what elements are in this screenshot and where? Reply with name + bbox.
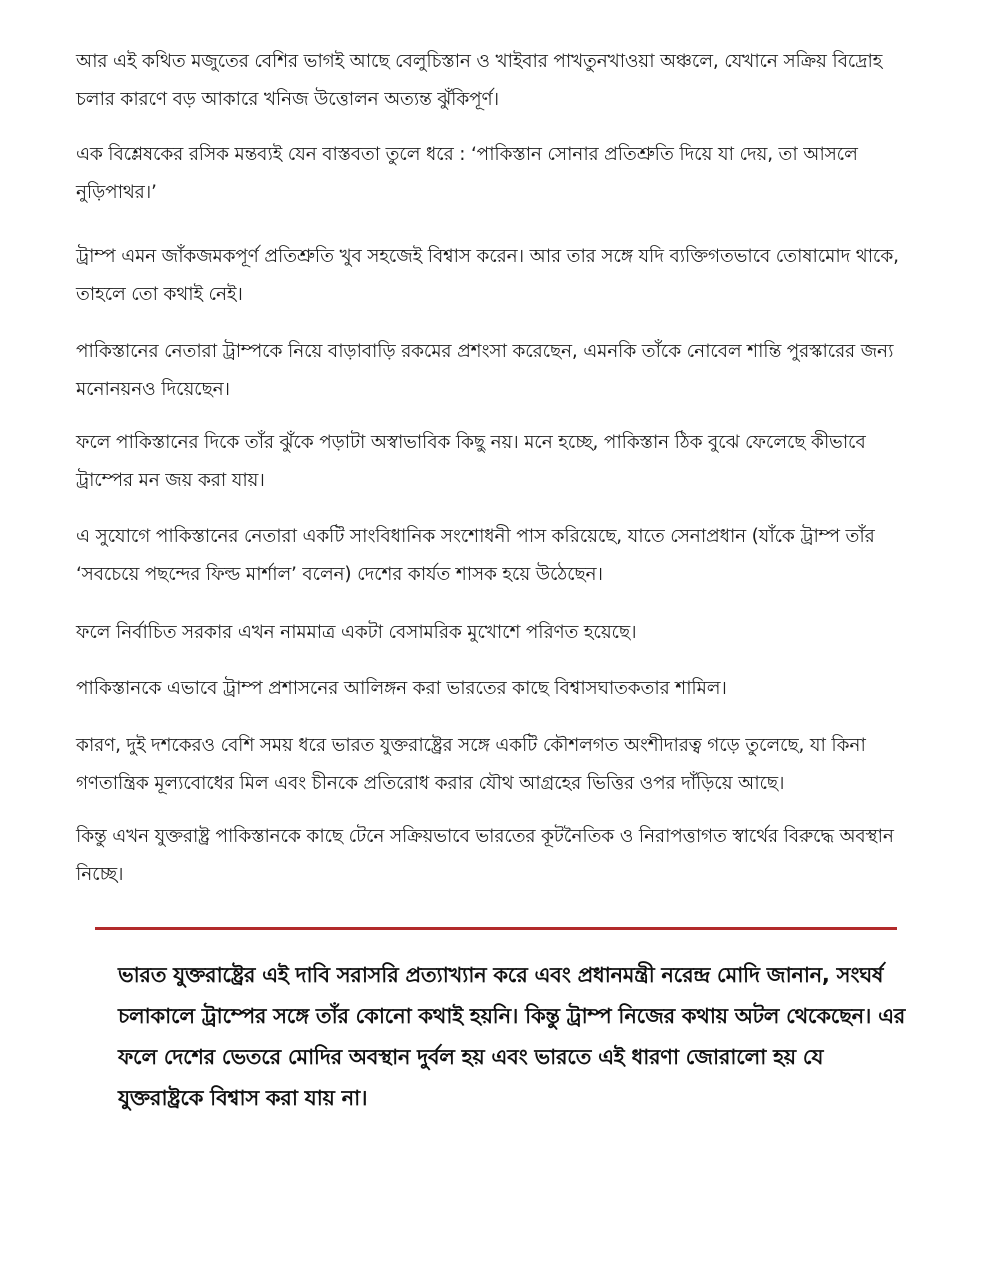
pullquote-divider bbox=[95, 927, 897, 930]
article-paragraph: ফলে নির্বাচিত সরকার এখন নামমাত্র একটা বেসামরিক মুখোশে পরিণত হয়েছে। bbox=[76, 622, 637, 643]
pullquote: ভারত যুক্তরাষ্ট্রের এই দাবি সরাসরি প্রত্যাখ্যান করে এবং প্রধানমন্ত্রী নরেন্দ্র মোদি জানান, সংঘর্ষ চলাকালে ট্রাম্পের সঙ্গে তাঁর কোনো কথাই হয়নি। কিন্তু ট্রাম্প নিজের কথায় অটল থেকেছেন। এর ফলে দেশের ভেতরে মোদির অবস্থান দুর্বল হয় এবং ভারতে এই ধারণা জোরালো হয় যে যুক্তরাষ্ট্রকে বিশ্বাস করা যায় না। bbox=[118, 963, 906, 1110]
article-paragraph: ট্রাম্প এমন জাঁকজমকপূর্ণ প্রতিশ্রুতি খুব সহজেই বিশ্বাস করেন। আর তার সঙ্গে যদি ব্যক্তিগতভাবে তোষামোদ থাকে, তাহলে তো কথাই নেই। bbox=[76, 246, 899, 305]
article-paragraph: পাকিস্তানের নেতারা ট্রাম্পকে নিয়ে বাড়াবাড়ি রকমের প্রশংসা করেছেন, এমনকি তাঁকে নোবেল শান্তি পুরস্কারের জন্য মনোনয়নও দিয়েছেন। bbox=[76, 341, 894, 400]
article-paragraph: কারণ, দুই দশকেরও বেশি সময় ধরে ভারত যুক্তরাষ্ট্রের সঙ্গে একটি কৌশলগত অংশীদারত্ব গড়ে তুলেছে, যা কিনা গণতান্ত্রিক মূল্যবোধের মিল এবং চীনকে প্রতিরোধ করার যৌথ আগ্রহের ভিত্তির ওপর দাঁড়িয়ে আছে। bbox=[76, 735, 866, 794]
article-paragraph: এ সুযোগে পাকিস্তানের নেতারা একটি সাংবিধানিক সংশোধনী পাস করিয়েছে, যাতে সেনাপ্রধান (যাঁকে ট্রাম্প তাঁর ‘সবচেয়ে পছন্দের ফিল্ড মার্শাল’ বলেন) দেশের কার্যত শাসক হয়ে উঠেছেন। bbox=[76, 526, 875, 585]
article-paragraph: কিন্তু এখন যুক্তরাষ্ট্র পাকিস্তানকে কাছে টেনে সক্রিয়ভাবে ভারতের কূটনৈতিক ও নিরাপত্তাগত স্বার্থের বিরুদ্ধে অবস্থান নিচ্ছে। bbox=[76, 826, 894, 885]
article-paragraph: ফলে পাকিস্তানের দিকে তাঁর ঝুঁকে পড়াটা অস্বাভাবিক কিছু নয়। মনে হচ্ছে, পাকিস্তান ঠিক বুঝে ফেলেছে কীভাবে ট্রাম্পের মন জয় করা যায়। bbox=[76, 432, 866, 491]
article-paragraph: এক বিশ্লেষকের রসিক মন্তব্যই যেন বাস্তবতা তুলে ধরে : ‘পাকিস্তান সোনার প্রতিশ্রুতি দিয়ে যা দেয়, তা আসলে নুড়িপাথর।’ bbox=[76, 144, 858, 203]
article-paragraph: আর এই কথিত মজুতের বেশির ভাগই আছে বেলুচিস্তান ও খাইবার পাখতুনখাওয়া অঞ্চলে, যেখানে সক্রিয় বিদ্রোহ চলার কারণে বড় আকারে খনিজ উত্তোলন অত্যন্ত ঝুঁকিপূর্ণ। bbox=[76, 51, 883, 110]
article-paragraph: পাকিস্তানকে এভাবে ট্রাম্প প্রশাসনের আলিঙ্গন করা ভারতের কাছে বিশ্বাসঘাতকতার শামিল। bbox=[76, 678, 727, 699]
